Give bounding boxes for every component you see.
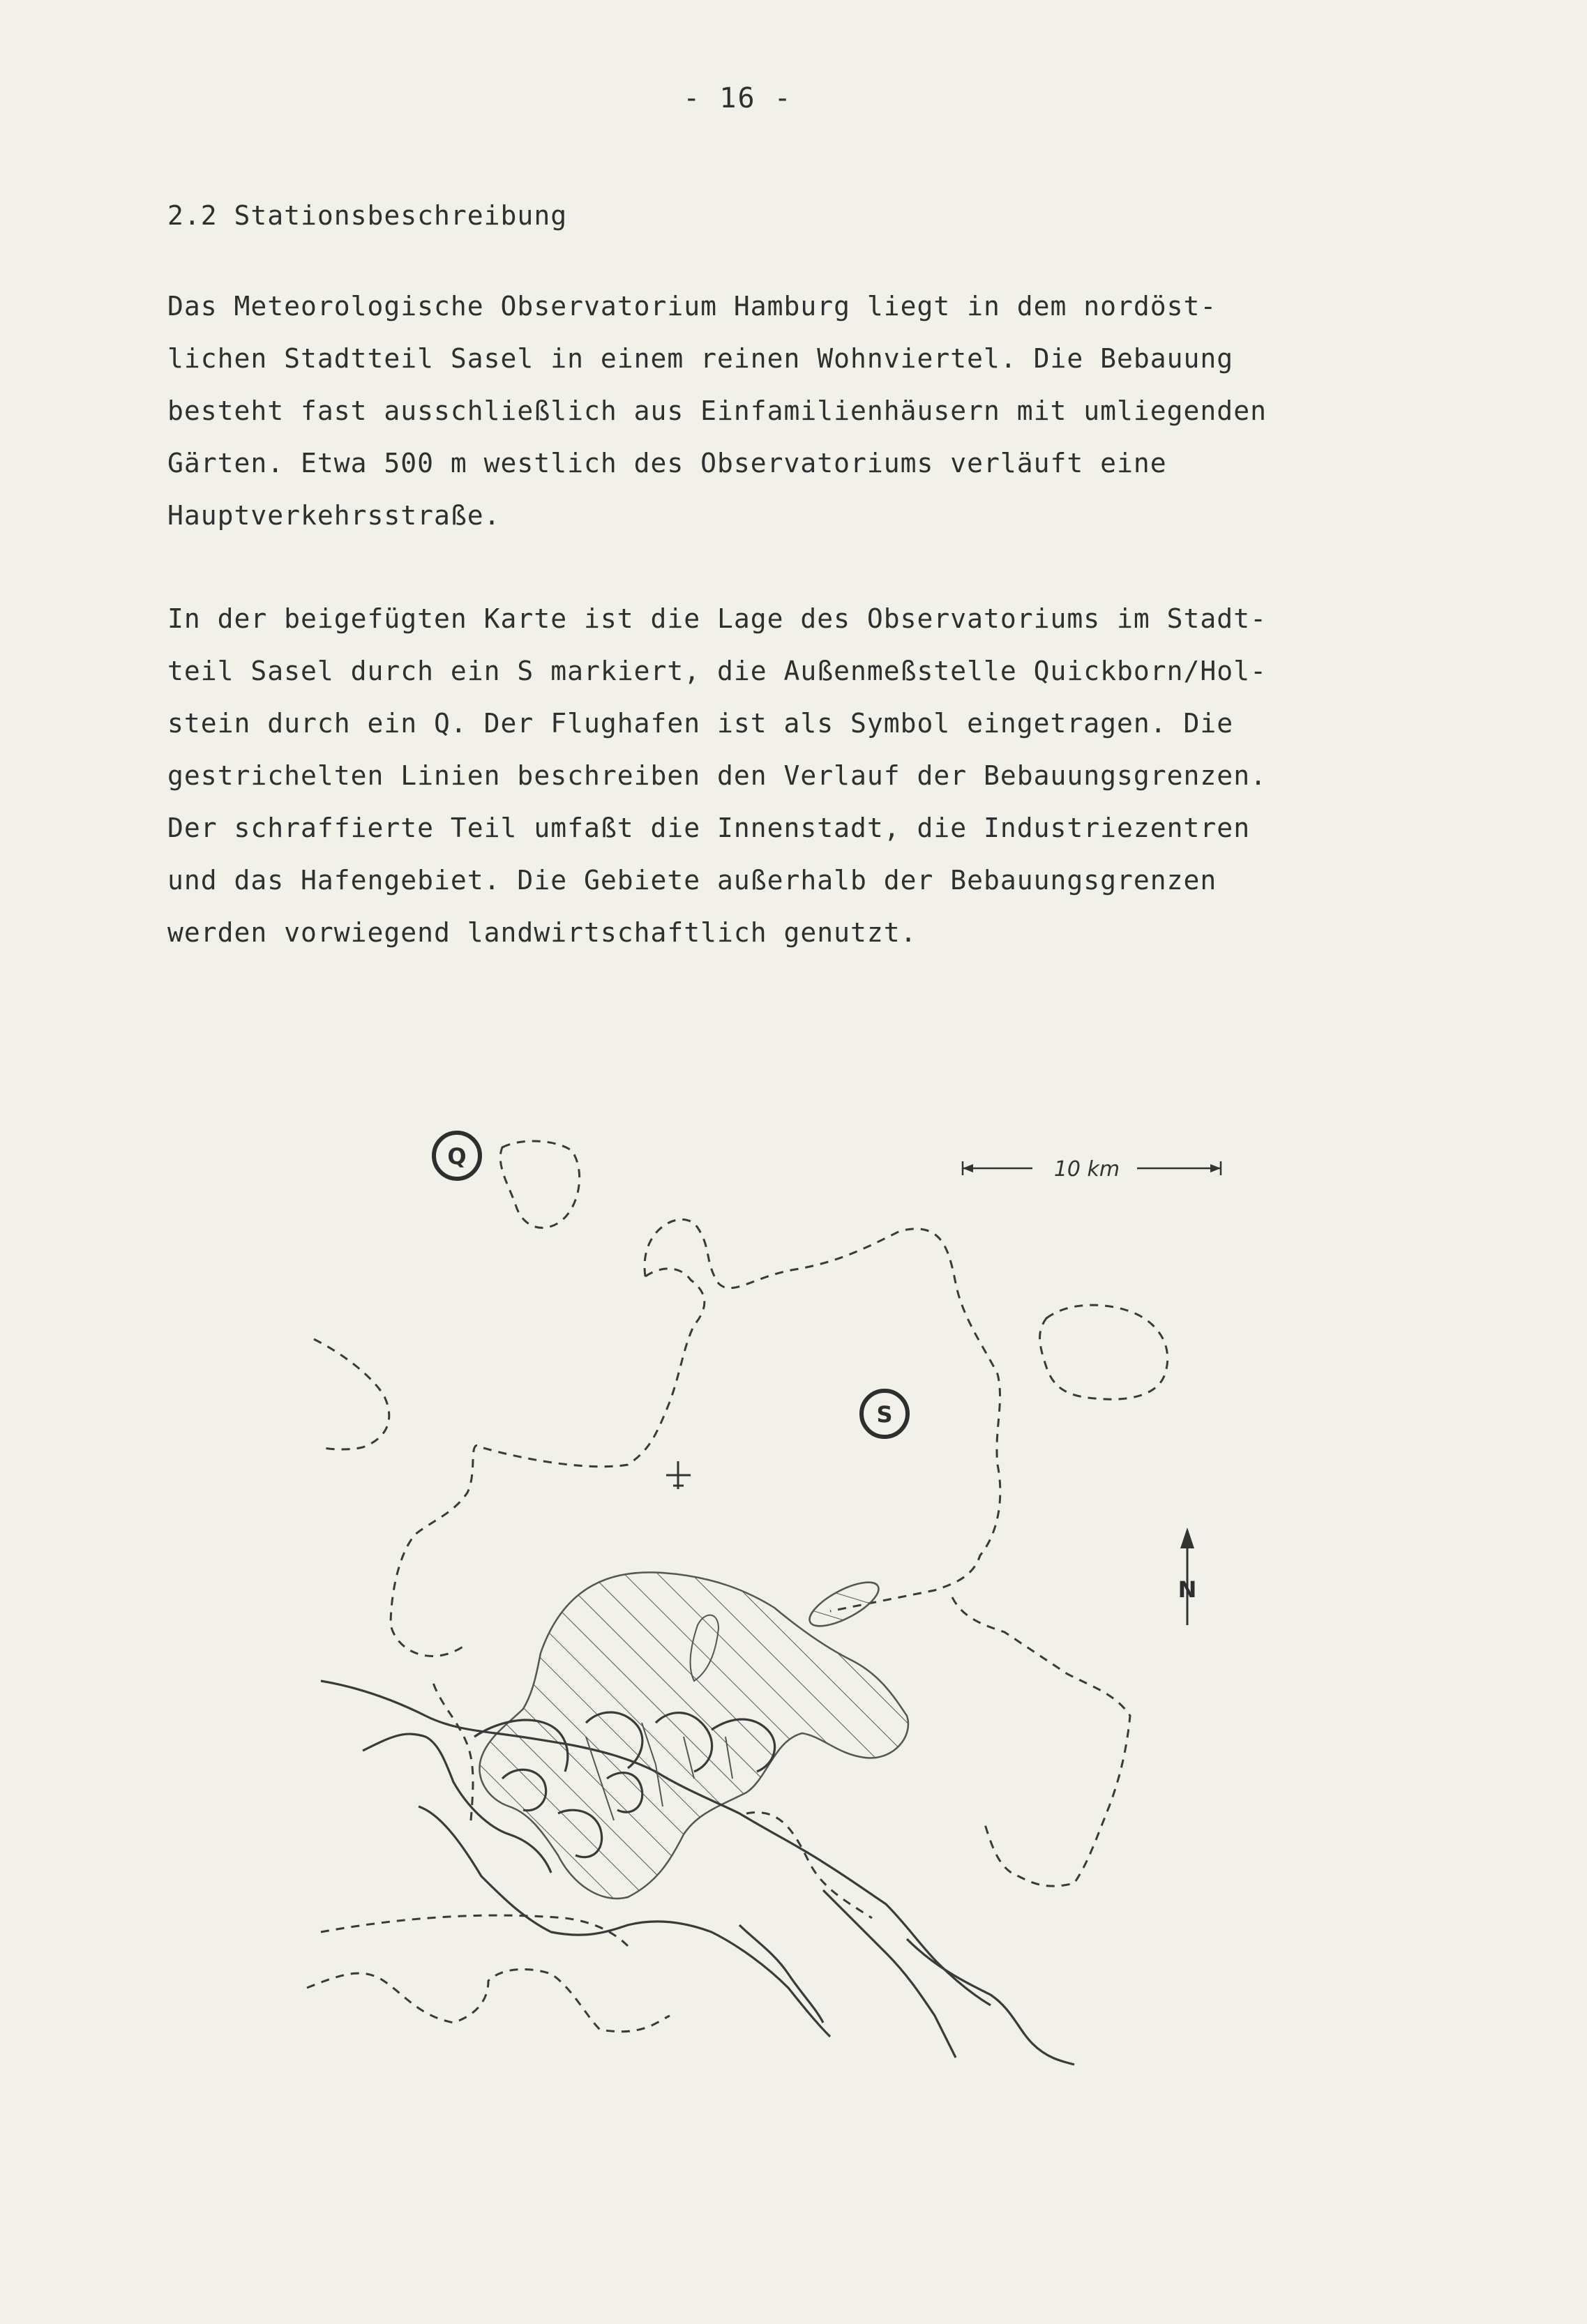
hamburg-map-drawing bbox=[293, 1109, 1284, 2085]
paragraph-station-location bbox=[167, 280, 1423, 542]
section-heading: 2.2 Stationsbeschreibung bbox=[167, 200, 568, 231]
text-line: besteht fast ausschließlich aus Einfamilienhäusern mit umliegenden bbox=[167, 395, 1267, 426]
river-branch-southwest bbox=[739, 1925, 823, 2023]
river-branch-south bbox=[823, 1890, 956, 2058]
sasel-marker bbox=[862, 1391, 908, 1437]
southern-area-boundary bbox=[321, 1915, 628, 1946]
text-line: Gärten. Etwa 500 m westlich des Observatoriums verläuft eine bbox=[167, 448, 1167, 478]
paragraph-map-description bbox=[167, 593, 1423, 959]
text-line: lichen Stadtteil Sasel in einem reinen Wohnviertel. Die Bebauung bbox=[167, 343, 1234, 374]
western-area-boundary bbox=[314, 1339, 389, 1449]
alster-lake bbox=[804, 1574, 885, 1635]
scale-bar-label: 10 km bbox=[1053, 1157, 1120, 1182]
text-line: Das Meteorologische Observatorium Hamburg liegt in dem nordöst- bbox=[167, 291, 1217, 322]
text-line: und das Hafengebiet. Die Gebiete außerhalb der Bebauungsgrenzen bbox=[167, 865, 1217, 896]
text-line: Hauptverkehrsstraße. bbox=[167, 500, 501, 531]
scale-bar bbox=[963, 1157, 1221, 1182]
text-line: Der schraffierte Teil umfaßt die Innenstadt, die Industriezentren bbox=[167, 813, 1251, 843]
eastern-area-boundary bbox=[1040, 1305, 1168, 1399]
airport-icon bbox=[666, 1461, 691, 1489]
north-arrow-label: N bbox=[1178, 1576, 1197, 1603]
quickborn-area-boundary bbox=[500, 1141, 579, 1228]
quickborn-marker-label: Q bbox=[447, 1143, 467, 1170]
south-loop-boundary bbox=[307, 1969, 670, 2031]
text-line: In der beigefügten Karte ist die Lage des Observatoriums im Stadt- bbox=[167, 603, 1267, 634]
text-line: gestrichelten Linien beschreiben den Verlauf der Bebauungsgrenzen. bbox=[167, 760, 1267, 791]
urban-boundary-east bbox=[952, 1597, 1130, 1886]
page-number: - 16 - bbox=[683, 82, 792, 114]
inner-city-hatched-area bbox=[479, 1572, 908, 1899]
sasel-marker-label: S bbox=[876, 1401, 893, 1428]
north-arrow-icon bbox=[1178, 1527, 1197, 1625]
text-line: stein durch ein Q. Der Flughafen ist als Symbol eingetragen. Die bbox=[167, 708, 1234, 739]
quickborn-marker bbox=[434, 1133, 480, 1179]
text-line: teil Sasel durch ein S markiert, die Außenmeßstelle Quickborn/Hol- bbox=[167, 656, 1267, 686]
text-line: werden vorwiegend landwirtschaftlich genutzt. bbox=[167, 917, 917, 948]
hamburg-map bbox=[293, 1109, 1284, 2085]
